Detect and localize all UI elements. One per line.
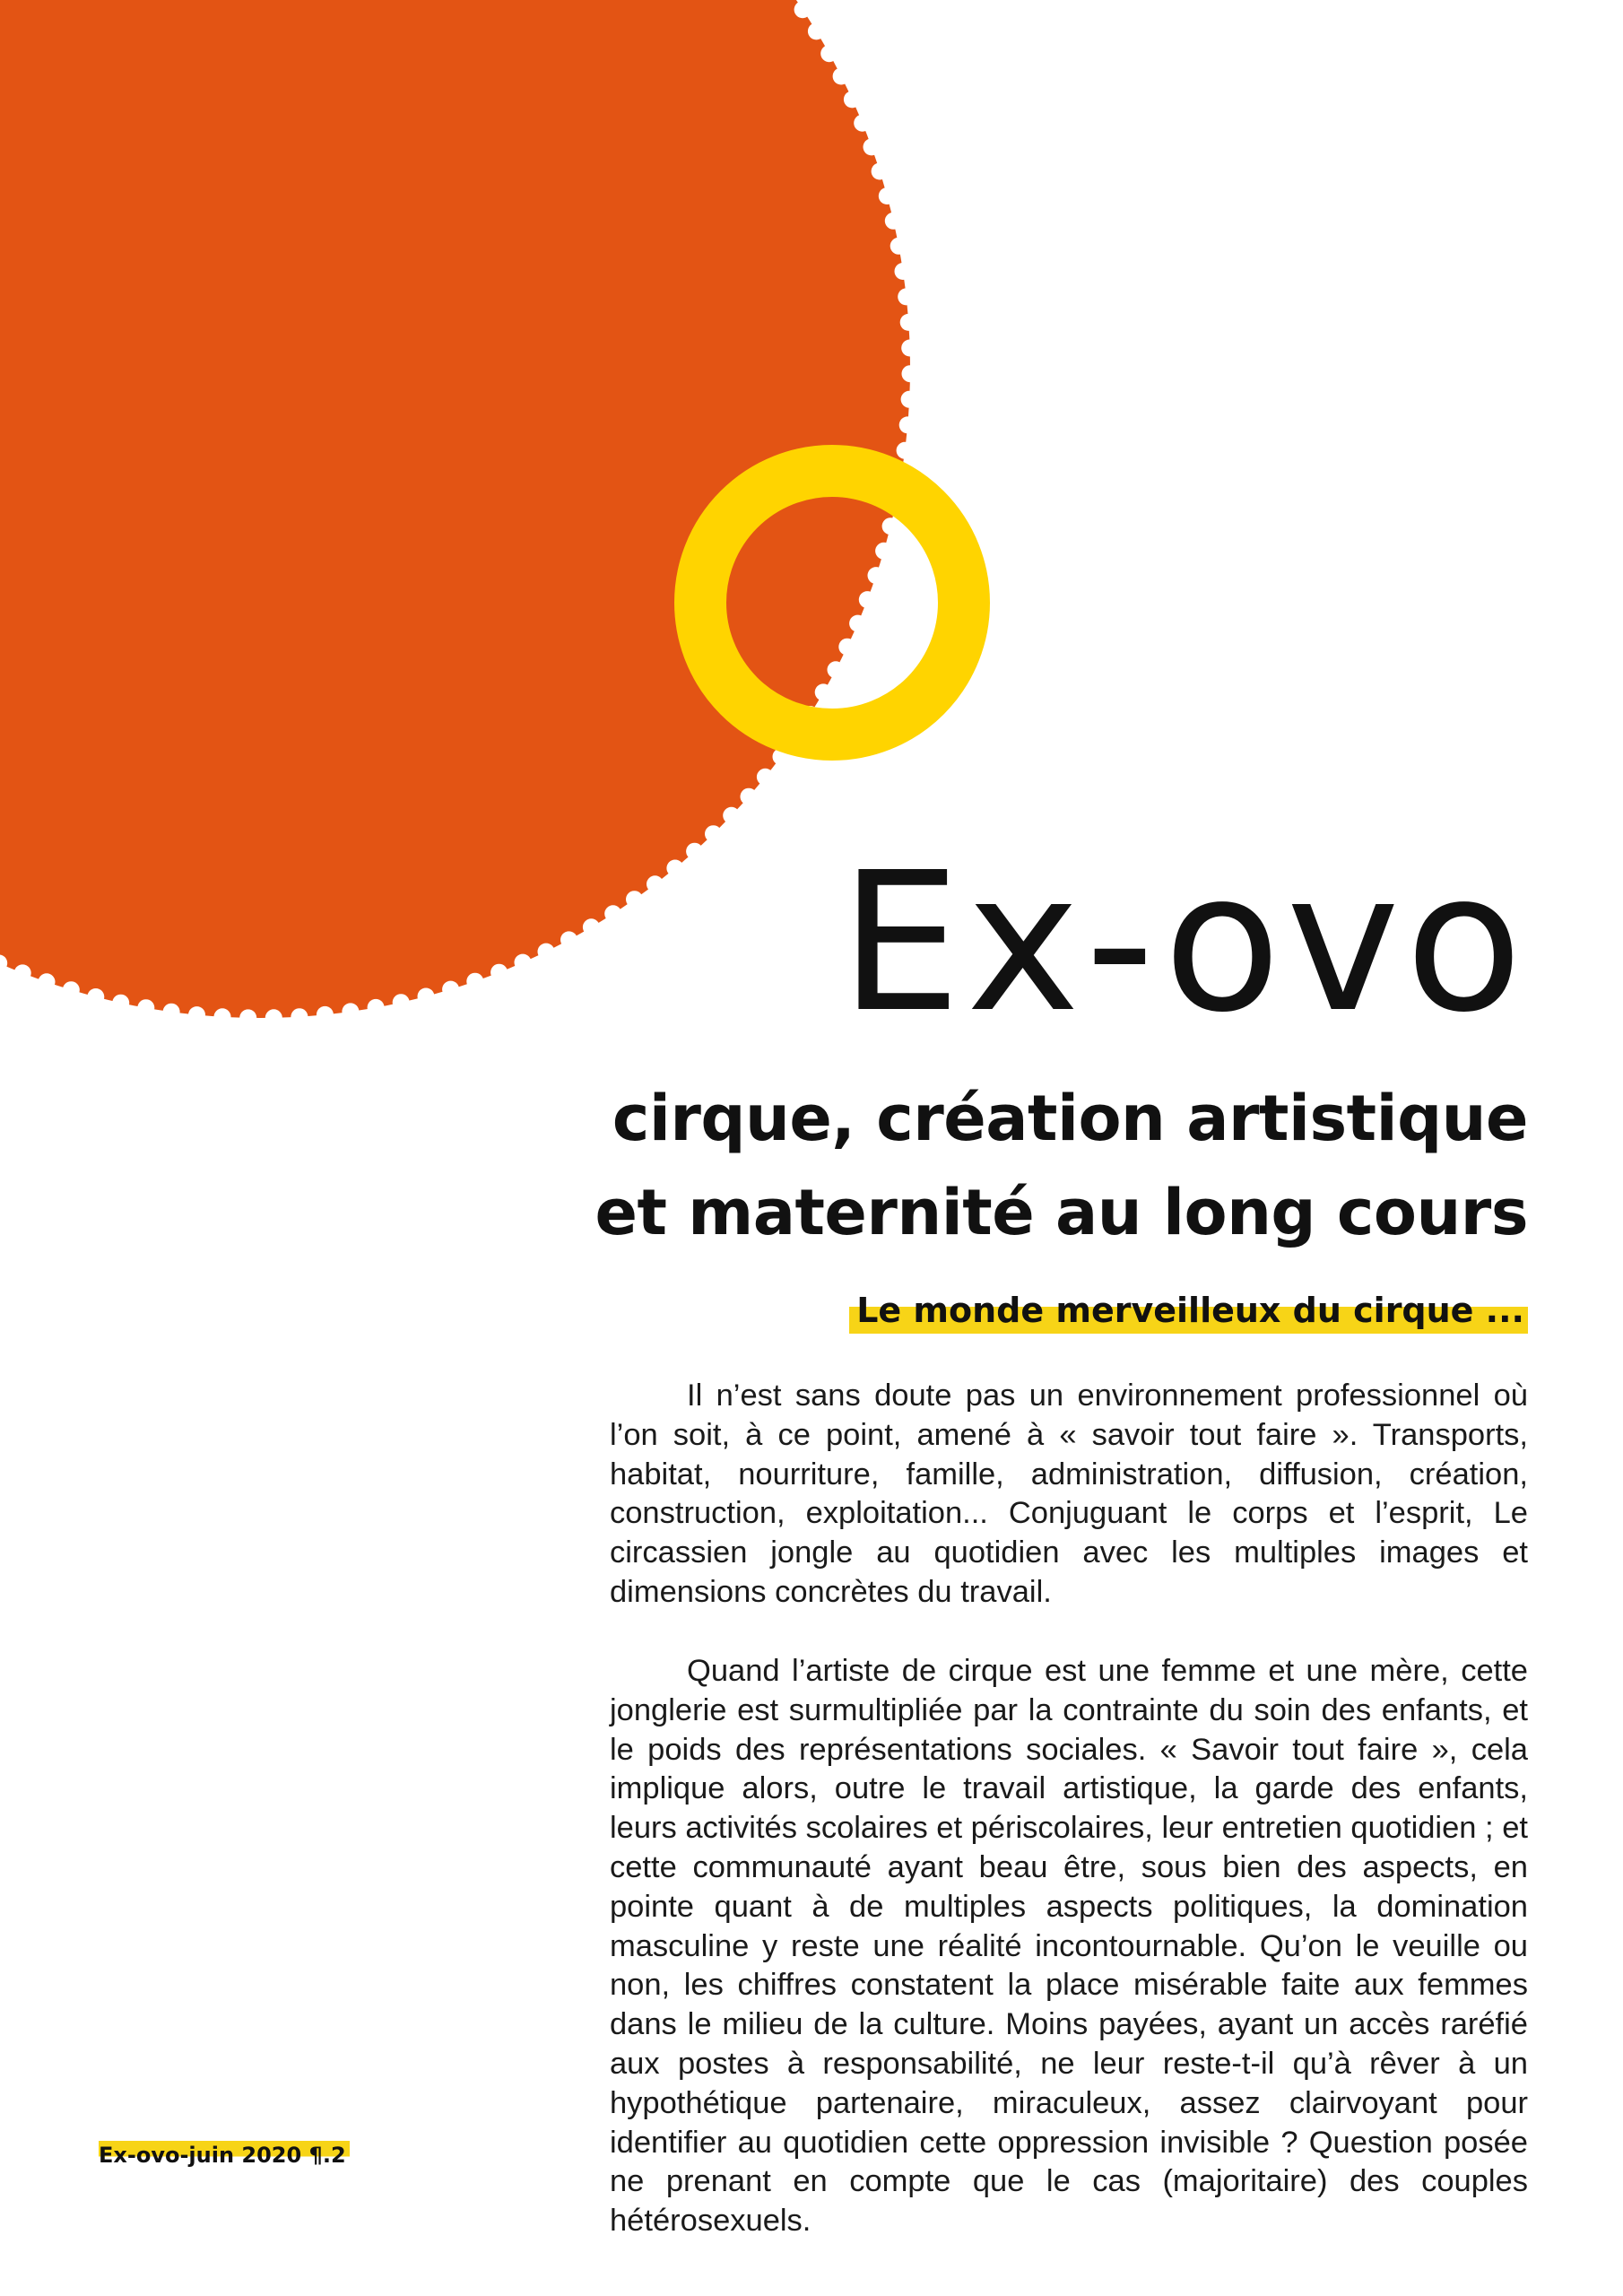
scallop-dot [112, 995, 129, 1012]
scallop-dot [849, 615, 866, 632]
scallop-dot [844, 91, 861, 108]
scallop-dot [14, 964, 31, 981]
scallop-dot [833, 68, 850, 85]
scallop-dot [291, 1008, 308, 1025]
scalloped-orange-disc [0, 0, 919, 1026]
article-paragraph-2: Quand l’artiste de cirque est une femme et une mère, cette jonglerie est surmultipliée par la contrainte du soin des enfants, et le poids des représentations sociales. « Savoir tout faire », cela implique alors, outre le travail artistique, la garde des enfants, leurs activités scolaires et périscolaires, leur entretien quotidien ; et cette communauté ayant beau être, sous bien des aspects, en pointe quant à de multiples aspects politiques, la domination masculine y reste une réalité incontournable. Qu’on le veuille ou non, les chiffres constatent la place misérable faite aux femmes dans le milieu de la culture. Moins payées, ayant un accès raréfié aux postes à responsabilité, ne leur reste-t-il qu’à rêver à un hypothétique partenaire, miraculeux, assez clairvoyant pour identifier au quotidien cette oppression invisible ? Question posée ne prenant en compte que le cas (majoritaire) des couples hétérosexuels. [610, 1654, 1528, 2239]
scallop-dot [882, 517, 899, 535]
scallop-dot [515, 954, 532, 971]
scallop-dot [368, 999, 385, 1016]
scallop-dot [794, 1, 812, 18]
scallop-dot [604, 905, 621, 922]
scallop-dot [393, 994, 410, 1011]
scallop-dot [864, 138, 881, 155]
article-paragraph-1: Il n’est sans doute pas un environnement professionnel où l’on soit, à ce point, amené à « savoir tout faire ». Transports, habitat, nourriture, famille, administration, diffusion, création, construction, exploitation... Conjuguant le corps et l’esprit, Le circassien jongle au quotidien avec les multiples images et dimensions concrètes du travail. [610, 1378, 1528, 1609]
scallop-dot [39, 973, 56, 990]
scallop-dot [163, 1004, 180, 1021]
article-subtitle [595, 1072, 1528, 1260]
scallop-dot [897, 442, 914, 459]
scallop-dot [317, 1006, 334, 1023]
scallop-dot [895, 263, 912, 280]
scallop-dot [890, 238, 907, 255]
scallop-dot [875, 543, 892, 560]
scallop-dot [901, 340, 918, 357]
scallop-dot [686, 843, 703, 860]
scallop-dot [902, 365, 919, 382]
scallop-dot [466, 973, 483, 990]
subtitle-line-1: cirque, création artistique [612, 1082, 1528, 1155]
scallop-dot [418, 988, 435, 1005]
scallop-dot [342, 1003, 359, 1020]
scallop-dot [87, 988, 104, 1005]
scallop-dot [899, 416, 916, 433]
magazine-title: Ex-ovo [839, 831, 1528, 1055]
scallop-dot [583, 918, 600, 935]
scallop-dot [900, 314, 917, 331]
scallop-dot [820, 45, 838, 62]
scallop-dot [626, 891, 643, 908]
scallop-dot [898, 288, 915, 305]
scallop-dot [741, 788, 758, 805]
scallop-dot [808, 22, 825, 39]
page-footer-label: Ex-ovo-juin 2020 ¶.2 [99, 2141, 350, 2170]
scallop-dot [854, 115, 871, 132]
scallop-dot [815, 683, 832, 700]
scallop-dot [838, 639, 855, 656]
scallop-dot [828, 661, 845, 678]
scallop-dot [879, 187, 896, 204]
scallop-dot [723, 807, 740, 824]
scallop-dot [188, 1006, 205, 1023]
subtitle-line-2: et maternité au long cours [595, 1176, 1528, 1249]
scallop-dot [872, 163, 889, 180]
scallop-dot [647, 875, 664, 892]
scallop-dot [560, 931, 577, 948]
scallop-dot [265, 1009, 282, 1026]
section-kicker: Le monde merveilleux du cirque ... [849, 1287, 1528, 1334]
scallop-dot [859, 591, 876, 608]
scallop-dot [757, 769, 774, 786]
scallop-dot [705, 825, 722, 842]
scallop-dot [63, 981, 80, 998]
scallop-dot [239, 1009, 256, 1026]
scallop-dot [901, 391, 918, 408]
scallop-dot [538, 944, 555, 961]
scallop-dot [490, 964, 508, 981]
scallop-dot [442, 981, 459, 998]
scallop-dot [666, 860, 683, 877]
scallop-dot [214, 1008, 231, 1025]
scallop-dot [885, 213, 902, 230]
scallop-dot [868, 567, 885, 584]
scallop-dot [137, 999, 154, 1016]
